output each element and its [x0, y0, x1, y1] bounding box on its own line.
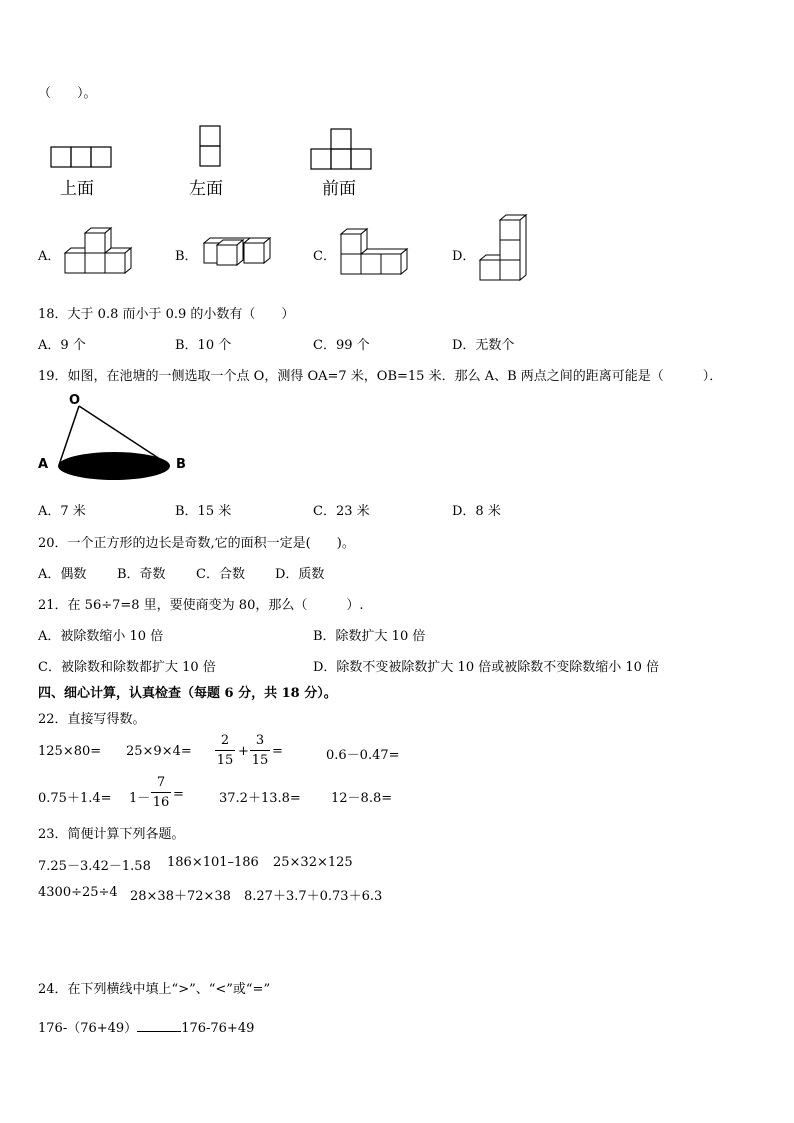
q17-option-a-figure [64, 229, 134, 275]
fraction-denominator: 15 [216, 753, 234, 768]
q23-expr-5: 28×38＋72×38 [130, 889, 231, 904]
q22-fraction-2-15 [215, 733, 235, 768]
fraction-denominator: 16 [152, 795, 170, 810]
q24-stem: 24．在下列横线中填上“>”、“<”或“=” [38, 982, 271, 997]
q17-option-a-label: A． [38, 249, 61, 264]
top-view-label: 上面 [60, 179, 94, 199]
q23-expr-4: 4300÷25÷4 [38, 885, 118, 900]
q18-option-a: A．9 个 [38, 338, 86, 353]
q22-expr-5: 0.75＋1.4= [38, 791, 112, 806]
front-view-figure [310, 128, 374, 172]
q24-comparison [38, 1017, 254, 1036]
point-a-label: A [38, 457, 49, 472]
q18-stem: 18．大于 0.8 而小于 0.9 的小数有（ ） [38, 307, 295, 322]
q20-stem: 20．一个正方形的边长是奇数,它的面积一定是( )。 [38, 536, 355, 551]
fraction-numerator: 7 [151, 775, 171, 793]
q18-option-c: C．99 个 [313, 338, 370, 353]
q17-option-c-figure [340, 231, 410, 277]
equals-sign: = [173, 787, 184, 802]
q22-stem: 22．直接写得数。 [38, 712, 146, 727]
q20-option-a: A．偶数 [38, 567, 87, 582]
left-view-figure [199, 125, 223, 169]
q22-expr-6-prefix: 1－ [129, 791, 151, 806]
q22-expr-1: 125×80= [38, 744, 102, 759]
left-view-label: 左面 [189, 179, 223, 199]
q21-option-d: D．除数不变被除数扩大 10 倍或被除数不变除数缩小 10 倍 [313, 660, 660, 675]
q17-option-d-label: D． [452, 249, 476, 264]
q23-expr-6: 8.27＋3.7＋0.73＋6.3 [244, 889, 383, 904]
top-view-figure [50, 146, 114, 170]
fraction-denominator: 15 [251, 753, 269, 768]
q23-expr-1: 7.25－3.42－1.58 [38, 859, 151, 874]
q21-option-a: A．被除数缩小 10 倍 [38, 629, 164, 644]
q22-fraction-3-15 [250, 733, 270, 768]
q23-expr-2: 186×101–186 [167, 855, 259, 870]
q19-stem: 19．如图，在池塘的一侧选取一个点 O，测得 OA=7 米，OB=15 米．那么 A、B 两点之间的距离可能是（ ）． [38, 369, 723, 384]
q20-option-d: D．质数 [275, 567, 325, 582]
q21-option-c: C．被除数和除数都扩大 10 倍 [38, 660, 216, 675]
fraction-numerator: 2 [215, 733, 235, 751]
point-b-label: B [176, 457, 186, 472]
q18-option-b: B．10 个 [175, 338, 232, 353]
front-view-label: 前面 [322, 179, 356, 199]
q24-left-expr: 176-（76+49） [38, 1021, 138, 1036]
q21-stem: 21．在 56÷7=8 里，要使商变为 80，那么（ ）. [38, 598, 364, 613]
q22-expr-8: 12－8.8= [331, 791, 393, 806]
section-4-title: 四、细心计算，认真检查（每题 6 分，共 18 分）。 [38, 686, 337, 701]
q17-option-c-label: C． [313, 249, 336, 264]
q22-expr-7: 37.2＋13.8= [219, 791, 301, 806]
q24-right-expr: 176-76+49 [181, 1021, 255, 1036]
q19-option-d: D．8 米 [452, 504, 501, 519]
q23-expr-3: 25×32×125 [273, 855, 353, 870]
q22-expr-4: 0.6－0.47= [326, 748, 400, 763]
plus-sign: + [238, 744, 249, 759]
fraction-numerator: 3 [250, 733, 270, 751]
q21-option-b: B．除数扩大 10 倍 [313, 629, 426, 644]
equals-sign: = [272, 744, 283, 759]
pond-figure [30, 392, 200, 487]
q19-option-c: C．23 米 [313, 504, 370, 519]
q22-expr-2: 25×9×4= [126, 744, 192, 759]
q20-option-b: B．奇数 [117, 567, 166, 582]
q23-stem: 23．简便计算下列各题。 [38, 827, 185, 842]
point-o-label: O [69, 393, 81, 408]
q19-option-a: A．7 米 [38, 504, 86, 519]
q17-option-d-figure [479, 217, 529, 283]
q18-option-d: D．无数个 [452, 338, 515, 353]
q19-option-b: B．15 米 [175, 504, 232, 519]
q20-option-c: C．合数 [196, 567, 245, 582]
q17-option-b-figure [203, 235, 273, 267]
q17-option-b-label: B． [175, 249, 198, 264]
q24-answer-blank[interactable] [137, 1019, 181, 1032]
q22-fraction-7-16 [151, 775, 171, 810]
q17-stem-tail: （ ）。 [38, 86, 97, 101]
